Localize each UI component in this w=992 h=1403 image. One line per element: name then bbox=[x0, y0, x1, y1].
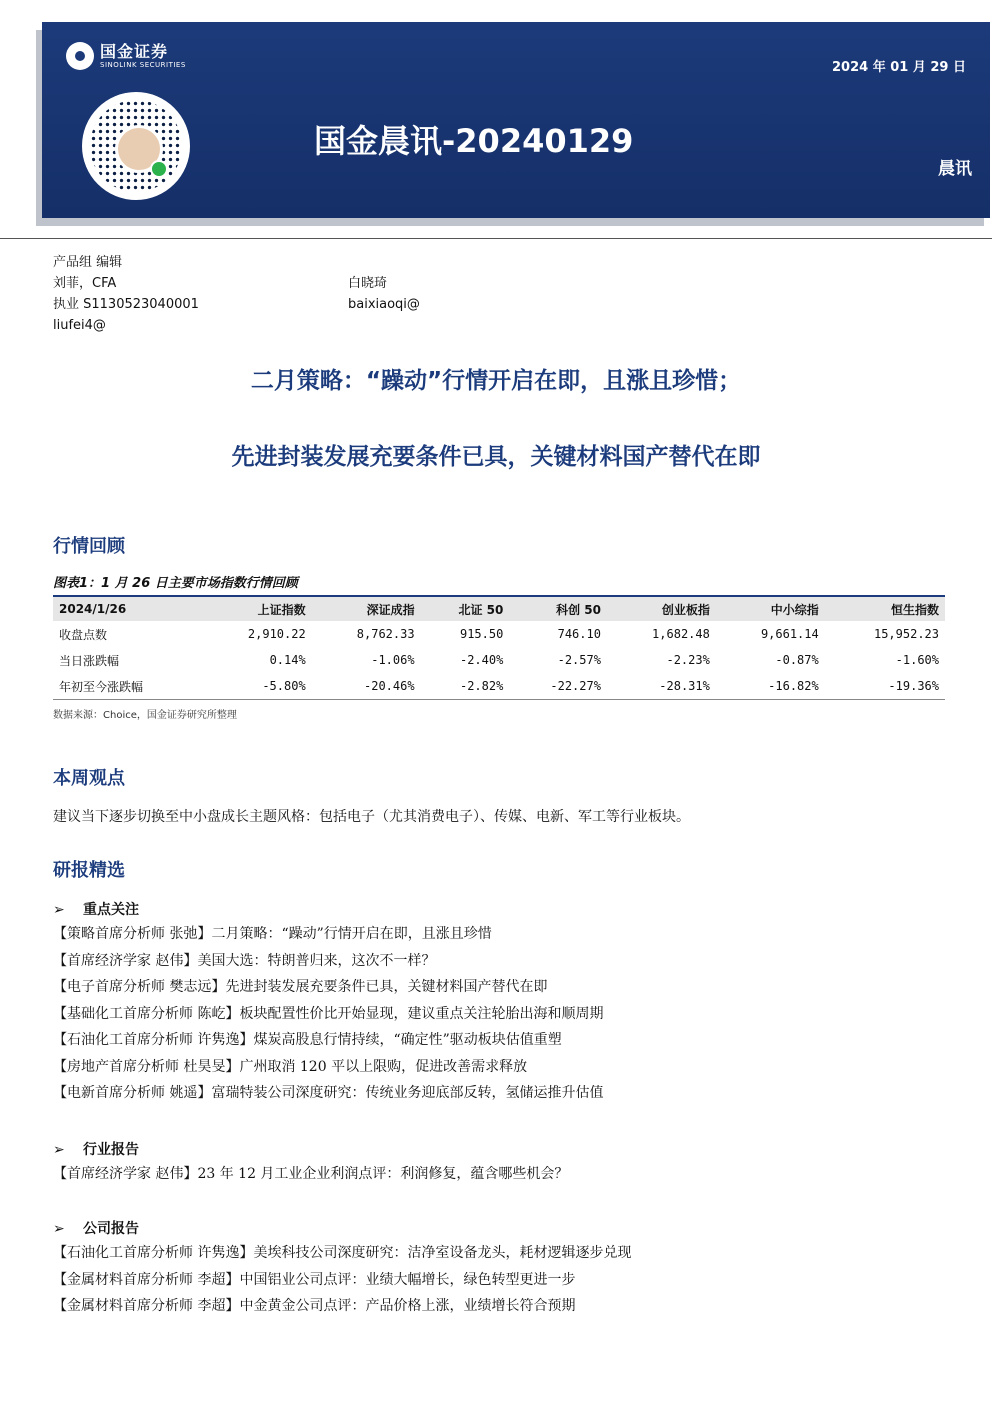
list-item[interactable]: 【房地产首席分析师 杜昊旻】广州取消 120 平以上限购，促进改善需求释放 bbox=[53, 1058, 528, 1075]
table-header-cell: 创业板指 bbox=[607, 596, 716, 621]
table-cell: -22.27% bbox=[509, 673, 607, 700]
bullet-arrow-icon: ➢ bbox=[53, 902, 65, 918]
list-item[interactable]: 【石油化工首席分析师 许隽逸】美埃科技公司深度研究：洁净室设备龙头，耗材逻辑逐步兑现 bbox=[53, 1245, 632, 1261]
author-block-right bbox=[348, 273, 420, 315]
table-cell: 年初至今涨跌幅 bbox=[53, 673, 203, 700]
list-item[interactable]: 【金属材料首席分析师 李超】中国铝业公司点评：业绩大幅增长，绿色转型更进一步 bbox=[53, 1271, 576, 1288]
table-header-cell: 上证指数 bbox=[203, 596, 312, 621]
report-list bbox=[53, 1240, 631, 1320]
market-index-table bbox=[53, 595, 945, 700]
table-header-cell: 恒生指数 bbox=[825, 596, 945, 621]
logo-text-en: SINOLINK SECURITIES bbox=[100, 60, 186, 69]
report-list bbox=[53, 921, 603, 1107]
table-header-cell: 北证 50 bbox=[421, 596, 510, 621]
section-title-reports: 研报精选 bbox=[53, 860, 125, 881]
report-title: 国金晨讯-20240129 bbox=[314, 122, 634, 160]
bullet-arrow-icon: ➢ bbox=[53, 1142, 65, 1158]
table-cell: -16.82% bbox=[716, 673, 825, 700]
table-cell: 9,661.14 bbox=[760, 627, 819, 641]
headline-line-2: 先进封装发展充要条件已具，关键材料国产替代在即 bbox=[231, 444, 761, 470]
table-cell: -28.31% bbox=[607, 673, 716, 700]
table-cell: -2.23% bbox=[666, 653, 710, 667]
report-list bbox=[53, 1161, 568, 1188]
data-source-note: 数据来源：Choice，国金证券研究所整理 bbox=[53, 710, 237, 721]
author-line: 刘菲，CFA bbox=[53, 276, 117, 291]
table-cell: 0.14% bbox=[269, 653, 306, 667]
table-row bbox=[53, 673, 945, 700]
author-block-left bbox=[53, 252, 199, 336]
table-cell: -1.60% bbox=[895, 653, 939, 667]
author-line: liufei4@ bbox=[53, 318, 106, 333]
headline-line-1: 二月策略：“躁动”行情开启在即，且涨且珍惜； bbox=[250, 368, 742, 394]
list-item[interactable]: 【首席经济学家 赵伟】23 年 12 月工业企业利润点评：利润修复，蕴含哪些机会？ bbox=[53, 1166, 569, 1182]
author-line: 产品组 编辑 bbox=[53, 255, 123, 270]
divider bbox=[0, 238, 992, 239]
table-cell: 当日涨跌幅 bbox=[59, 653, 120, 668]
table-cell: 15,952.23 bbox=[873, 627, 939, 641]
section-title-view: 本周观点 bbox=[53, 768, 125, 789]
list-item[interactable]: 【电新首席分析师 姚遥】富瑞特装公司深度研究：传统业务迎底部反转，氢储运推升估值 bbox=[53, 1085, 604, 1101]
list-item[interactable]: 【策略首席分析师 张弛】二月策略：“躁动”行情开启在即，且涨且珍惜 bbox=[53, 926, 492, 942]
list-item[interactable]: 【金属材料首席分析师 李超】中金黄金公司点评：产品价格上涨，业绩增长符合预期 bbox=[53, 1298, 576, 1314]
table-cell: 2,910.22 bbox=[247, 627, 306, 641]
table-header-row bbox=[53, 596, 945, 621]
table-header-cell: 中小综指 bbox=[716, 596, 825, 621]
mini-program-icon bbox=[150, 160, 168, 178]
logo-mark-icon bbox=[66, 42, 94, 70]
figure-caption: 图表1：1 月 26 日主要市场指数行情回顾 bbox=[53, 576, 298, 591]
list-item[interactable]: 【首席经济学家 赵伟】美国大选：特朗普归来，这次不一样？ bbox=[53, 952, 436, 969]
table-cell: -2.82% bbox=[421, 673, 510, 700]
list-item[interactable]: 【基础化工首席分析师 陈屹】板块配置性价比开始显现，建议重点关注轮胎出海和顺周期 bbox=[53, 1005, 604, 1022]
table-cell: 8,762.33 bbox=[356, 627, 415, 641]
company-logo bbox=[66, 42, 186, 70]
bullet-arrow-icon: ➢ bbox=[53, 1221, 65, 1237]
author-line: baixiaoqi@ bbox=[348, 297, 420, 312]
section-title-market: 行情回顾 bbox=[53, 536, 125, 557]
group-heading: ➢ 行业报告 bbox=[53, 1142, 139, 1158]
table-cell: 746.10 bbox=[557, 627, 601, 641]
table-cell: -0.87% bbox=[775, 653, 819, 667]
table-header-cell: 2024/1/26 bbox=[53, 596, 203, 621]
group-heading: ➢ 公司报告 bbox=[53, 1221, 139, 1237]
group-heading: ➢ 重点关注 bbox=[53, 902, 139, 918]
table-cell: -1.06% bbox=[371, 653, 415, 667]
table-row bbox=[53, 647, 945, 673]
qr-code-image bbox=[82, 92, 190, 200]
view-paragraph: 建议当下逐步切换至中小盘成长主题风格：包括电子（尤其消费电子）、传媒、电新、军工等行业板块。 bbox=[53, 809, 690, 825]
report-date: 2024 年 01 月 29 日 bbox=[832, 60, 966, 75]
table-cell: 收盘点数 bbox=[59, 627, 108, 642]
table-cell: -5.80% bbox=[203, 673, 312, 700]
table-header-cell: 科创 50 bbox=[509, 596, 607, 621]
author-line: 执业 S1130523040001 bbox=[53, 297, 199, 312]
table-cell: 1,682.48 bbox=[652, 627, 710, 641]
header-banner bbox=[42, 22, 990, 218]
author-line: 白晓琦 bbox=[348, 276, 388, 291]
logo-text-cn: 国金证券 bbox=[100, 41, 169, 61]
table-cell: 915.50 bbox=[459, 627, 504, 641]
table-cell: -2.40% bbox=[459, 653, 504, 667]
report-type-tag: 晨讯 bbox=[938, 159, 972, 179]
table-row bbox=[53, 621, 945, 647]
table-cell: -2.57% bbox=[557, 653, 601, 667]
table-cell: -20.46% bbox=[312, 673, 421, 700]
table-cell: -19.36% bbox=[825, 673, 945, 700]
table-header-cell: 深证成指 bbox=[312, 596, 421, 621]
list-item[interactable]: 【石油化工首席分析师 许隽逸】煤炭高股息行情持续，“确定性”驱动板块估值重塑 bbox=[53, 1032, 562, 1048]
list-item[interactable]: 【电子首席分析师 樊志远】先进封装发展充要条件已具，关键材料国产替代在即 bbox=[53, 979, 548, 995]
